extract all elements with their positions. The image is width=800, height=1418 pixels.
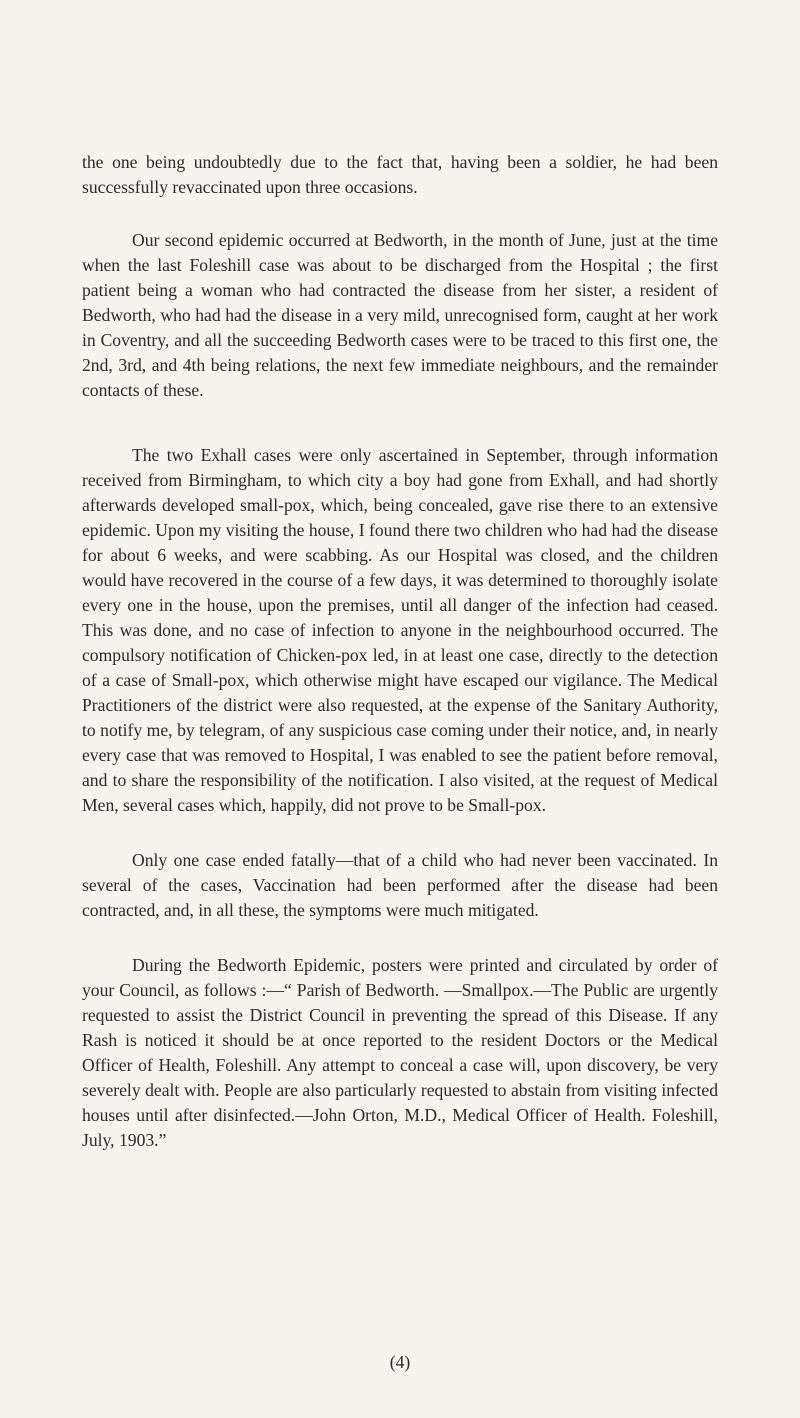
page-number: (4) [389,1352,411,1372]
paragraph-3: The two Exhall cases were only ascertained in September, through information received from Birmingham, to which city a boy had gone from Exhall, and had shortly afterwards developed small-pox, which, being concealed, gave rise there to an extensive epidemic. Upon my visiting the house, I found there two children who had had the disease for about 6 weeks, and were scabbing. As our Hospital was closed, and the children would have recovered in the course of a few days, it was determined to thoroughly isolate every one in the house, upon the premises, until all danger of the infection had ceased. This was done, and no case of infection to anyone in the neighbourhood occurred. The compulsory notification of Chicken-pox led, in at least one case, directly to the detection of a case of Small-pox, which otherwise might have escaped our vigilance. The Medical Practitioners of the district were also requested, at the expense of the Sanitary Authority, to notify me, by telegram, of any suspicious case coming under their notice, and, in nearly every case that was removed to Hospital, I was enabled to see the patient before removal, and to share the responsibility of the notification. I also visited, at the request of Medical Men, several cases which, happily, did not prove to be Small-pox. [82,445,718,815]
paragraph-5: During the Bedworth Epidemic, posters were printed and circulated by order of your Council, as follows :—“ Parish of Bedworth. —Smallpox.—The Public are urgently requested to assist the District Council in preventing the spread of this Disease. If any Rash is noticed it should be at once reported to the resident Doctors or the Medical Officer of Health, Foleshill. Any attempt to conceal a case will, upon discovery, be very severely dealt with. People are also particularly requested to abstain from visiting infected houses until after disinfected.—John Orton, M.D., Medical Officer of Health. Foleshill, July, 1903.” [82,955,718,1150]
paragraph-4: Only one case ended fatally—that of a child who had never been vaccinated. In several of the cases, Vaccination had been performed after the disease had been contracted, and, in all these, the symptoms were much mitigated. [82,850,718,920]
paragraph-2: Our second epidemic occurred at Bedworth, in the month of June, just at the time when the last Foleshill case was about to be discharged from the Hospital ; the first patient being a woman who had contracted the disease from her sister, a resident of Bedworth, who had had the disease in a very mild, unrecognised form, caught at her work in Coventry, and all the succeeding Bedworth cases were to be traced to this first one, the 2nd, 3rd, and 4th being relations, the next few immediate neighbours, and the remainder contacts of these. [82,230,718,400]
paragraph-1: the one being undoubtedly due to the fact that, having been a soldier, he had been successfully revaccinated upon three occasions. [82,152,718,197]
